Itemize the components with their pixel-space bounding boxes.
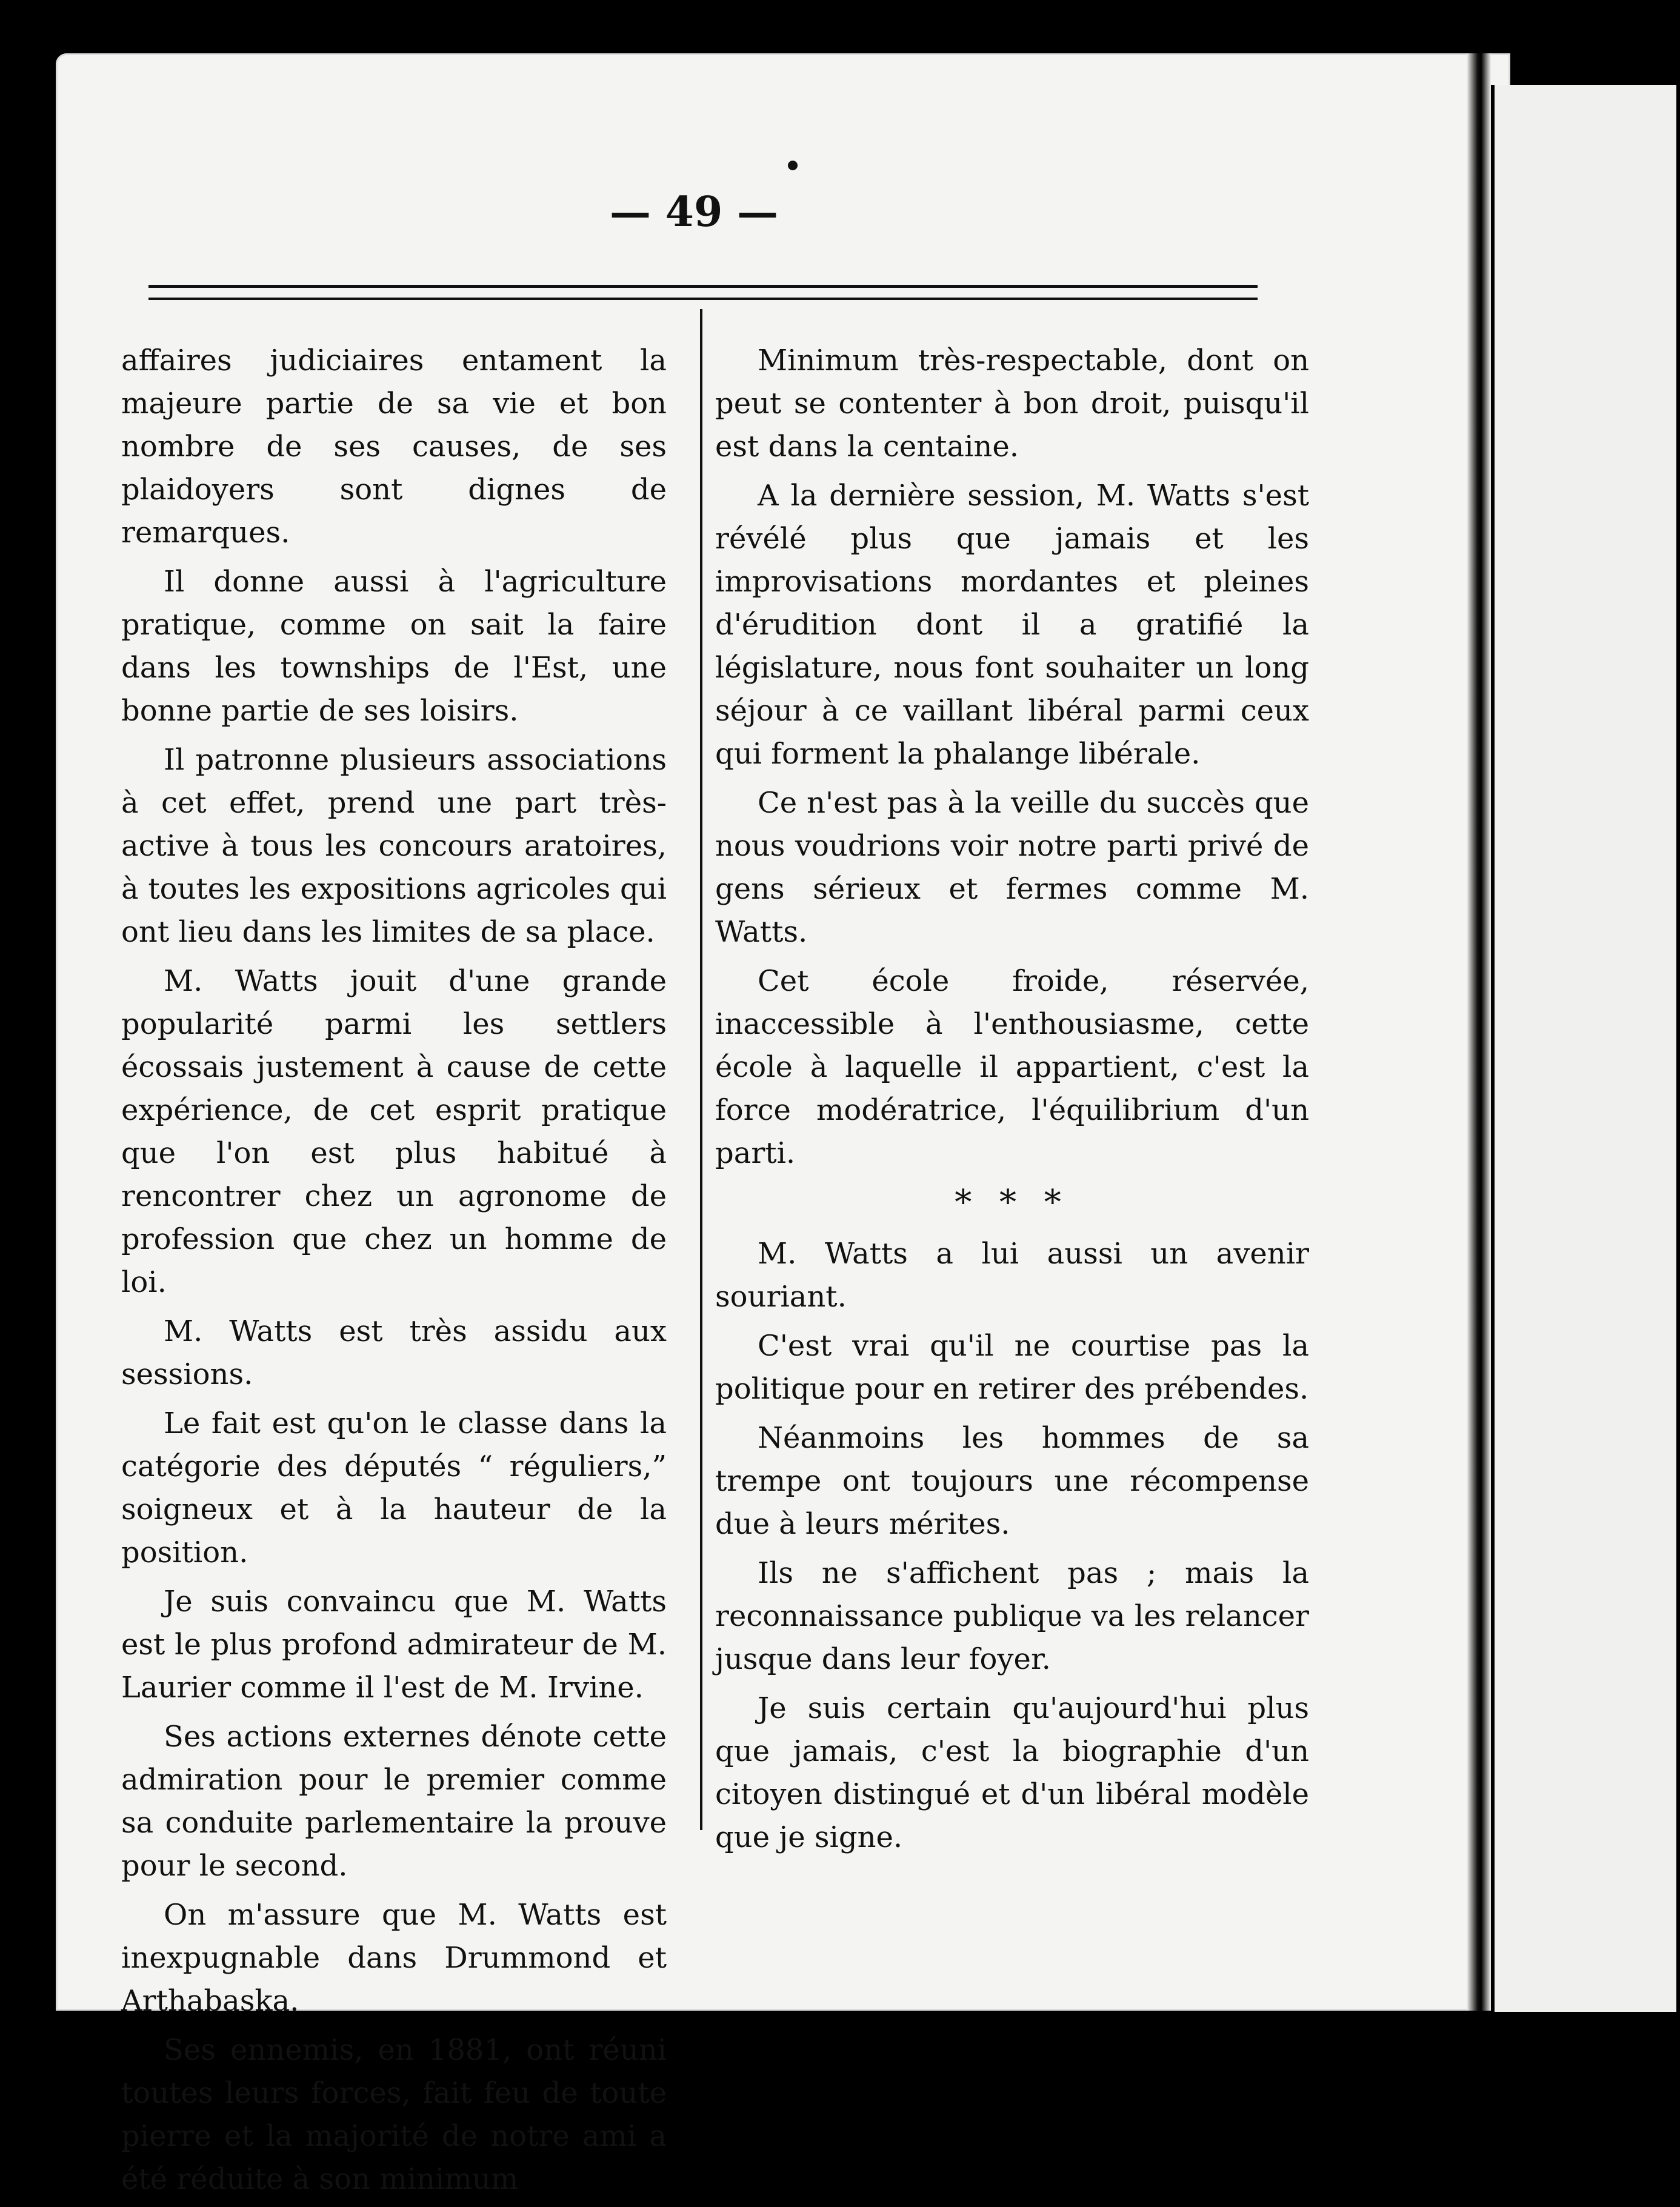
paragraph: Je suis certain qu'aujourd'hui plus que jamais, c'est la biographie d'un citoyen distingué et d'un libéral modèle que je signe. xyxy=(715,1691,1309,1854)
paragraph: Je suis convaincu que M. Watts est le plus profond admirateur de M. Laurier comme il l'est de M. Irvine. xyxy=(121,1585,667,1705)
header-rule xyxy=(148,285,1258,300)
paragraph: M. Watts est très assidu aux sessions. xyxy=(121,1314,667,1391)
ink-dot xyxy=(788,161,798,170)
page-number: — 49 — xyxy=(610,188,778,236)
paragraph: Cet école froide, réservée, inaccessible à l'enthousiasme, cette école à laquelle il appartient, c'est la force modératrice, l'équilibrium d'un parti. xyxy=(715,964,1309,1170)
paragraph: Il donne aussi à l'agriculture pratique, comme on sait la faire dans les townships de l'Est, une bonne partie de ses loisirs. xyxy=(121,565,667,728)
paragraph: Ses ennemis, en 1881, ont réuni toutes leurs forces, fait feu de toute pierre et la majorité de notre ami a été réduite à son minimum xyxy=(121,2033,667,2196)
paragraph: affaires judiciaires entament la majeure partie de sa vie et bon nombre de ses causes, de ses plaidoyers sont dignes de remarques. xyxy=(121,344,667,550)
paragraph: Il patronne plusieurs associations à cet effet, prend une part très-active à tous les concours aratoires, à toutes les expositions agricoles qui ont lieu dans les limites de sa place. xyxy=(121,743,667,949)
paragraph: Ses actions externes dénote cette admiration pour le premier comme sa conduite parlementaire la prouve pour le second. xyxy=(121,1720,667,1883)
paragraph: M. Watts a lui aussi un avenir souriant. xyxy=(715,1237,1309,1314)
paragraph: Néanmoins les hommes de sa trempe ont toujours une récompense due à leurs mérites. xyxy=(715,1421,1309,1541)
paragraph: Le fait est qu'on le classe dans la catégorie des députés “ réguliers,” soigneux et à la hauteur de la position. xyxy=(121,1406,667,1570)
paragraph: Ils ne s'affichent pas ; mais la reconnaissance publique va les relancer jusque dans leur foyer. xyxy=(715,1556,1309,1676)
section-separator: * * * xyxy=(955,1183,1070,1222)
paragraph: Minimum très-respectable, dont on peut se contenter à bon droit, puisqu'il est dans la centaine. xyxy=(715,344,1309,464)
paragraph: C'est vrai qu'il ne courtise pas la politique pour en retirer des prébendes. xyxy=(715,1329,1309,1406)
left-column xyxy=(121,339,667,2207)
column-divider xyxy=(700,309,702,1830)
paragraph: On m'assure que M. Watts est inexpugnable dans Drummond et Arthabaska. xyxy=(121,1898,667,2018)
paragraph: A la dernière session, M. Watts s'est révélé plus que jamais et les improvisations mordantes et pleines d'érudition dont il a gratifié la législature, nous font souhaiter un long séjour à ce vaillant libéral parmi ceux qui forment la phalange libérale. xyxy=(715,479,1309,771)
right-column xyxy=(715,339,1309,1865)
paragraph: M. Watts jouit d'une grande popularité parmi les settlers écossais justement à cause de cette expérience, de cet esprit pratique que l'on est plus habitué à rencontrer chez un agronome de profession que chez un homme de loi. xyxy=(121,964,667,1299)
facing-page-edge xyxy=(1491,85,1676,2012)
paragraph: Ce n'est pas à la veille du succès que nous voudrions voir notre parti privé de gens sérieux et fermes comme M. Watts. xyxy=(715,786,1309,949)
book-spine xyxy=(1467,53,1491,2011)
